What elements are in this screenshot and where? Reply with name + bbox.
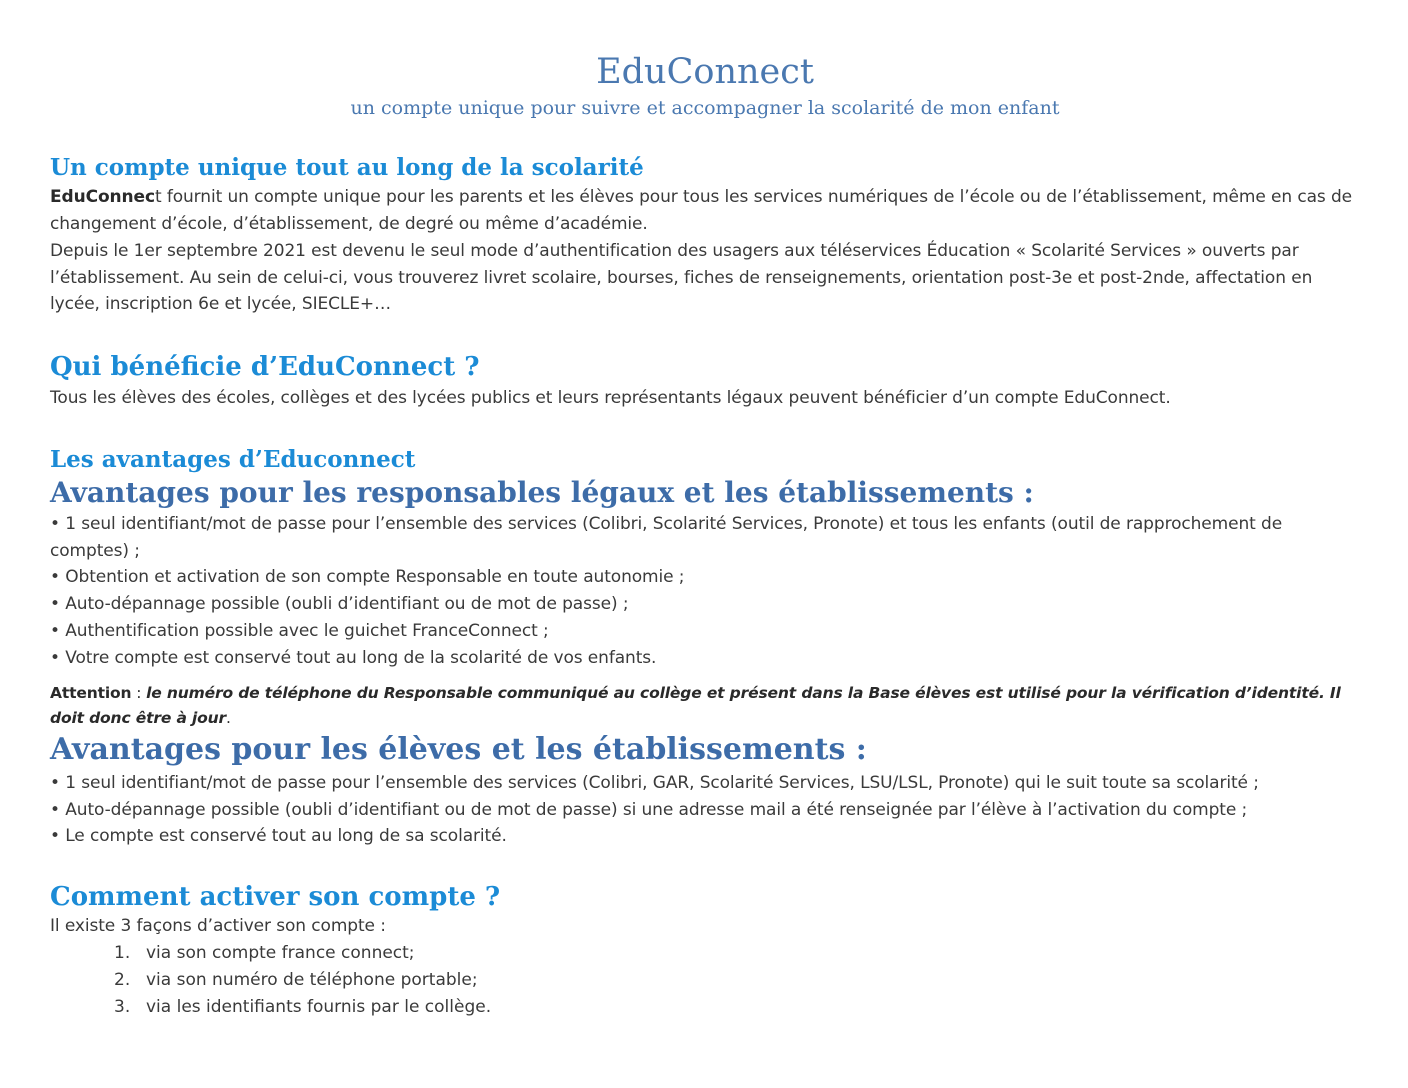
attention-separator: : bbox=[131, 684, 147, 702]
list-item: • Le compte est conservé tout au long de sa scolarité. bbox=[50, 823, 1355, 850]
list-item: • 1 seul identifiant/mot de passe pour l’ensemble des services (Colibri, Scolarité Services, Pronote) et tous les enfants (outil de rapprochement de comptes) ; bbox=[50, 511, 1355, 564]
step-text: via son numéro de téléphone portable; bbox=[146, 970, 478, 990]
subheading-avantages-eleves: Avantages pour les élèves et les établissements : bbox=[50, 732, 867, 767]
list-item: • Auto-dépannage possible (oubli d’identifiant ou de mot de passe) ; bbox=[50, 591, 1355, 618]
attention-note bbox=[50, 681, 1355, 731]
subheading-avantages-responsables: Avantages pour les responsables légaux et les établissements : bbox=[50, 476, 1034, 509]
step-number: 3. bbox=[114, 997, 131, 1017]
section-heading-beneficiaires: Qui bénéficie d’EduConnect ? bbox=[50, 352, 480, 382]
step-number: 2. bbox=[114, 970, 131, 990]
list-item: • Votre compte est conservé tout au long de la scolarité de vos enfants. bbox=[50, 645, 1355, 672]
section-beneficiaires-text: Tous les élèves des écoles, collèges et des lycées publics et leurs représentants légaux peuvent bénéficier d’un compte EduConnect. bbox=[50, 388, 1171, 408]
paragraph-1-text: t fournit un compte unique pour les parents et les élèves pour tous les services numériques de l’école ou de l’établissement, même en cas de changement d’école, d’établissement, de degré ou même d’académie. bbox=[50, 187, 1353, 234]
section-heading-avantages: Les avantages d’Educonnect bbox=[50, 446, 416, 473]
step-number: 1. bbox=[114, 943, 131, 963]
list-item bbox=[50, 940, 950, 967]
step-text: via son compte france connect; bbox=[146, 943, 415, 963]
activation-intro: Il existe 3 façons d’activer son compte : bbox=[50, 916, 386, 936]
list-item bbox=[50, 994, 950, 1021]
list-item bbox=[50, 967, 950, 994]
educonnect-bold-lead: EduConnec bbox=[50, 187, 155, 207]
activation-steps-list bbox=[50, 940, 950, 1021]
list-avantages-responsables bbox=[50, 511, 1355, 671]
attention-end: . bbox=[226, 709, 231, 727]
section-compte-unique-paragraph-2: Depuis le 1er septembre 2021 est devenu le seul mode d’authentification des usagers aux téléservices Éducation « Scolarité Services » ouverts par l’établissement. Au sein de celui-ci, vous trouverez livret scolaire, bourses, fiches de renseignements, orientation post-3e et post-2nde, affectation en lycée, inscription 6e et lycée, SIECLE+… bbox=[50, 241, 1313, 314]
document-subtitle: un compte unique pour suivre et accompagner la scolarité de mon enfant bbox=[350, 97, 1060, 119]
document-title: EduConnect bbox=[596, 52, 814, 92]
list-item: • 1 seul identifiant/mot de passe pour l’ensemble des services (Colibri, GAR, Scolarité Services, LSU/LSL, Pronote) qui le suit toute sa scolarité ; bbox=[50, 770, 1355, 797]
list-item: • Obtention et activation de son compte Responsable en toute autonomie ; bbox=[50, 564, 1355, 591]
section-compte-unique-paragraph-1 bbox=[50, 184, 1355, 237]
section-heading-compte-unique: Un compte unique tout au long de la scolarité bbox=[50, 154, 644, 181]
list-item: • Authentification possible avec le guichet FranceConnect ; bbox=[50, 618, 1355, 645]
list-avantages-eleves bbox=[50, 770, 1355, 850]
list-item: • Auto-dépannage possible (oubli d’identifiant ou de mot de passe) si une adresse mail a été renseignée par l’élève à l’activation du compte ; bbox=[50, 797, 1355, 824]
attention-label: Attention bbox=[50, 684, 132, 702]
step-text: via les identifiants fournis par le collège. bbox=[146, 997, 492, 1017]
attention-text: le numéro de téléphone du Responsable communiqué au collège et présent dans la Base élèves est utilisé pour la vérification d’identité. Il doit donc être à jour bbox=[50, 684, 1341, 727]
section-heading-activation: Comment activer son compte ? bbox=[50, 882, 501, 912]
